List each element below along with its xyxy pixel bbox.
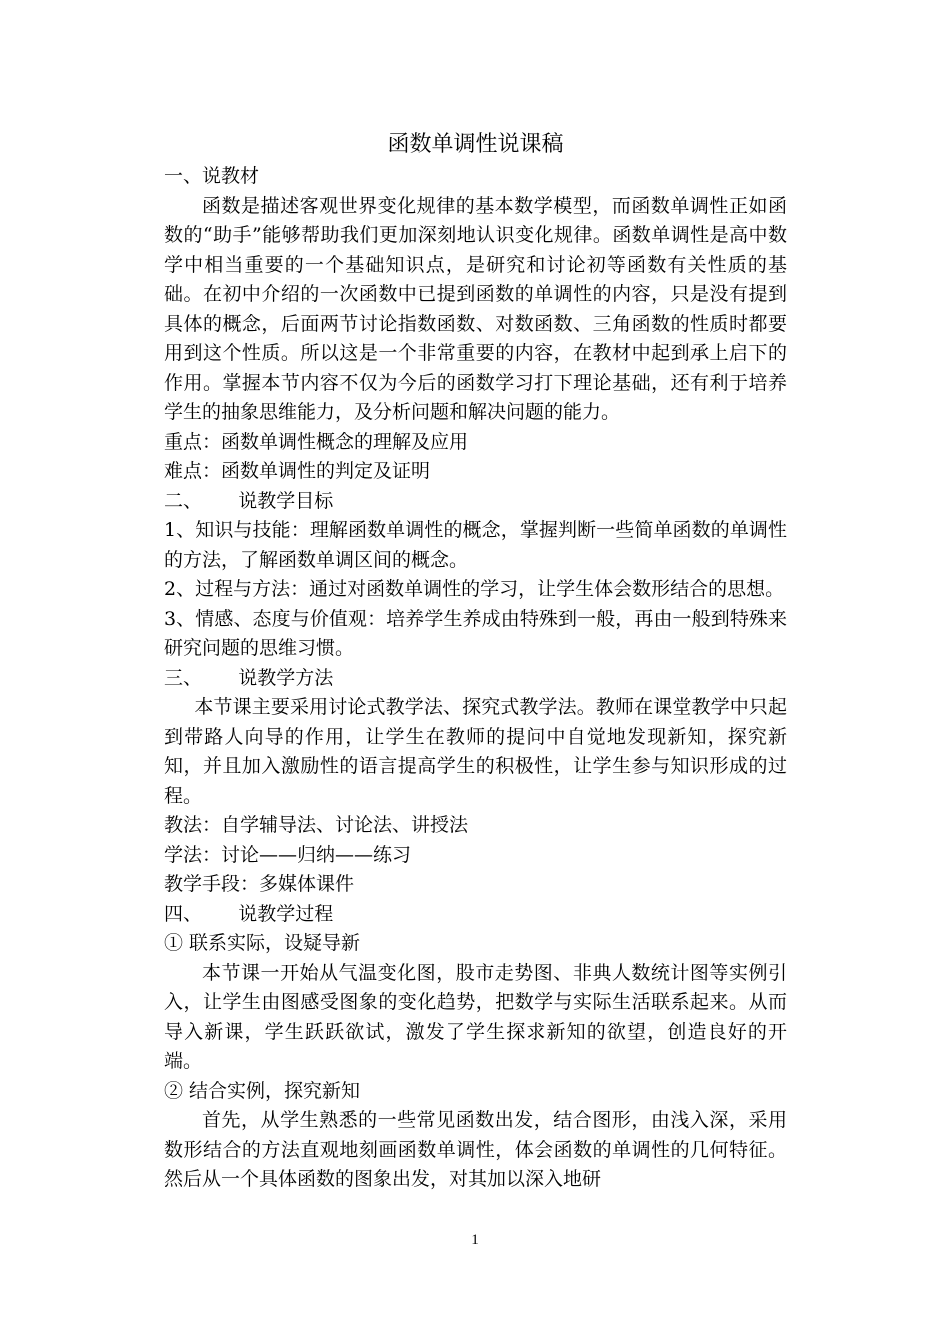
- goal-knowledge-skills: 1、知识与技能：理解函数单调性的概念，掌握判断一些简单函数的单调性的方法，了解函数单调区间的概念。: [164, 519, 787, 571]
- paragraph-method-description: 本节课主要采用讨论式教学法、探究式教学法。教师在课堂教学中只起到带路人向导的作用，让学生在教师的提问中自觉地发现新知，探究新知，并且加入激励性的语言提高学生的积极性，让学生参与知识形成的过程。: [164, 696, 787, 807]
- step-2-title: ② 结合实例，探究新知: [164, 1079, 361, 1102]
- learning-approach: 学法：讨论——归纳——练习: [164, 843, 412, 866]
- goal-process-method: 2、过程与方法：通过对函数单调性的学习，让学生体会数形结合的思想。: [164, 578, 785, 600]
- difficult-point: 难点：函数单调性的判定及证明: [164, 460, 431, 482]
- step-1-description: 本节课一开始从气温变化图，股市走势图、非典人数统计图等实例引入，让学生由图感受图象的变化趋势，把数学与实际生活联系起来。从而导入新课，学生跃跃欲试，激发了学生探求新知的欲望，创造良好的开端。: [164, 961, 787, 1072]
- step-2-description: 首先，从学生熟悉的一些常见函数出发，结合图形，由浅入深，采用数形结合的方法直观地刻画函数单调性，体会函数的单调性的几何特征。然后从一个具体函数的图象出发，对其加以深入地研: [164, 1109, 787, 1190]
- teaching-approach: 教法：自学辅导法、讨论法、讲授法: [164, 814, 469, 836]
- document-title: 函数单调性说课稿: [387, 132, 564, 157]
- heading-teaching-material: 一、说教材: [164, 165, 260, 187]
- document-body: [164, 128, 787, 1195]
- teaching-tools: 教学手段：多媒体课件: [164, 873, 355, 895]
- goal-emotion-values: 3、情感、态度与价值观：培养学生养成由特殊到一般，再由一般到特殊来研究问题的思维习惯。: [164, 607, 787, 659]
- heading-teaching-goals: 二、 说教学目标: [164, 489, 334, 512]
- step-1-title: ① 联系实际，设疑导新: [164, 932, 361, 954]
- heading-teaching-method: 三、 说教学方法: [164, 666, 334, 689]
- page-number: 1: [471, 1232, 479, 1248]
- paragraph-material-description: 函数是描述客观世界变化规律的基本数学模型，而函数单调性正如函数的“助手”能够帮助我们更加深刻地认识变化规律。函数单调性是高中数学中相当重要的一个基础知识点，是研究和讨论初等函数有关性质的基础。在初中介绍的一次函数中已提到函数的单调性的内容，只是没有提到具体的概念，后面两节讨论指数函数、对数函数、三角函数的性质时都要用到这个性质。所以这是一个非常重要的内容，在教材中起到承上启下的作用。掌握本节内容不仅为今后的函数学习打下理论基础，还有利于培养学生的抽象思维能力，及分析问题和解决问题的能力。: [164, 194, 787, 423]
- key-point: 重点：函数单调性概念的理解及应用: [164, 430, 469, 453]
- heading-teaching-process: 四、 说教学过程: [164, 902, 334, 925]
